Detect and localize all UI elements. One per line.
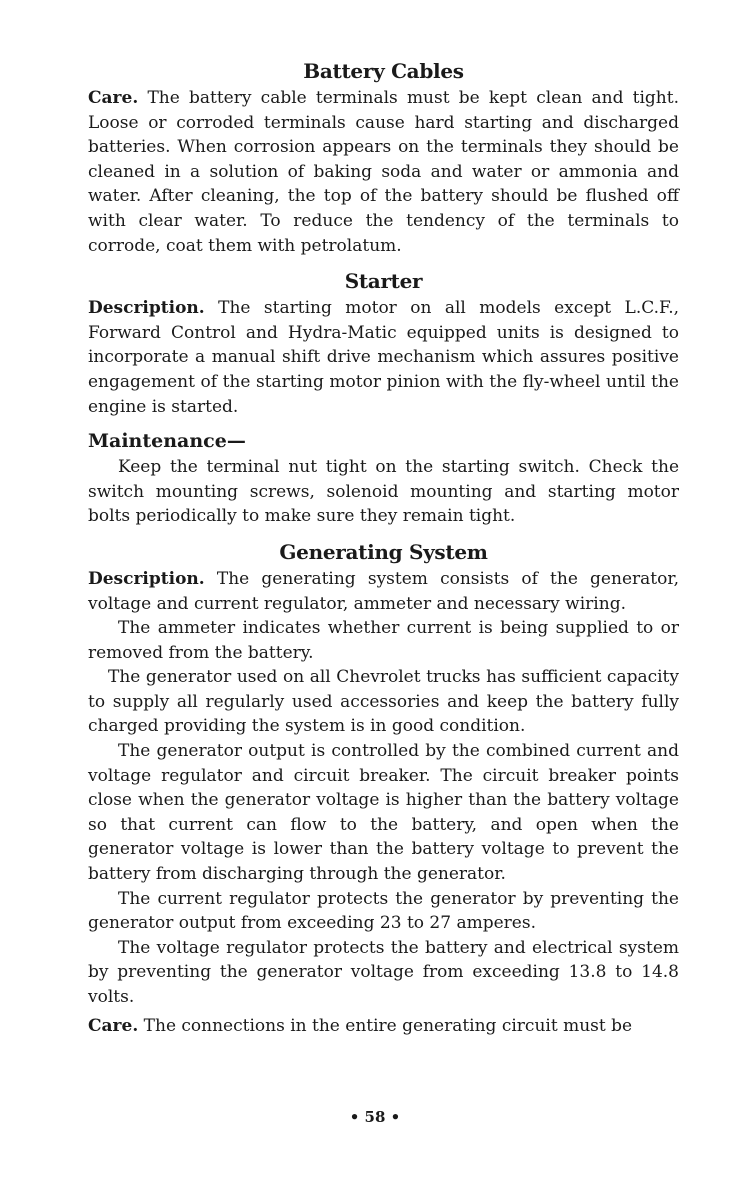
ammeter-paragraph: The ammeter indicates whether current is being supplied to or removed from the battery. — [88, 618, 679, 663]
battery-cables-care-text: The battery cable terminals must be kept clean and tight. Loose or corroded terminals cause hard starting and discharged batteries. When corrosion appears on the terminals they should be cleaned in a solution of baking soda and water or ammonia and water. After cleaning, the top of the battery should be flushed off with clear water. To reduce the tendency of the terminals to corrode, coat them with petrolatum. — [88, 88, 679, 256]
generator-capacity-paragraph: The generator used on all Chevrolet trucks has sufficient capacity to supply all regularly used accessories and keep the battery fully charged providing the system is in good condition. — [88, 667, 679, 737]
page-number: • 58 • — [349, 1108, 401, 1126]
battery-cables-heading: Battery Cables — [303, 59, 464, 83]
care-label: Care. — [88, 1015, 139, 1036]
maintenance-heading: Maintenance— — [88, 430, 246, 453]
description-label: Description. — [88, 568, 205, 589]
battery-cables-care-paragraph — [88, 86, 679, 258]
starter-description-text: The starting motor on all models except L.C.F., Forward Control and Hydra-Matic equipped units is designed to incorporate a manual shift drive mechanism which assures positive engagement of the starting motor pinion with the fly-wheel until the engine is started. — [88, 298, 679, 417]
manual-page — [88, 56, 679, 1038]
generating-system-heading: Generating System — [279, 539, 488, 564]
generating-system-description-text: The generating system consists of the generator, voltage and current regulator, ammeter and necessary wiring. — [88, 568, 679, 614]
description-label: Description. — [88, 298, 205, 319]
care-label: Care. — [88, 88, 139, 108]
generator-output-paragraph: The generator output is controlled by the combined current and voltage regulator and circuit breaker. The circuit breaker points close when the generator voltage is higher than the battery voltage so that current can flow to the battery, and open when the generator voltage is lower than the battery voltage to prevent the battery from discharging through the generator. — [88, 741, 679, 885]
voltage-regulator-paragraph: The voltage regulator protects the battery and electrical system by preventing the generator voltage from exceeding 13.8 to 14.8 volts. — [88, 937, 679, 1007]
starter-description-paragraph — [88, 296, 679, 419]
generating-system-care-paragraph — [88, 1014, 679, 1039]
generating-system-description-paragraph — [88, 567, 679, 616]
current-regulator-paragraph: The current regulator protects the generator by preventing the generator output from exceeding 23 to 27 amperes. — [88, 888, 679, 934]
maintenance-paragraph: Keep the terminal nut tight on the starting switch. Check the switch mounting screws, solenoid mounting and starting motor bolts periodically to make sure they remain tight. — [88, 457, 679, 527]
generating-system-care-text: The connections in the entire generating circuit must be — [138, 1015, 633, 1036]
starter-heading: Starter — [344, 269, 423, 294]
